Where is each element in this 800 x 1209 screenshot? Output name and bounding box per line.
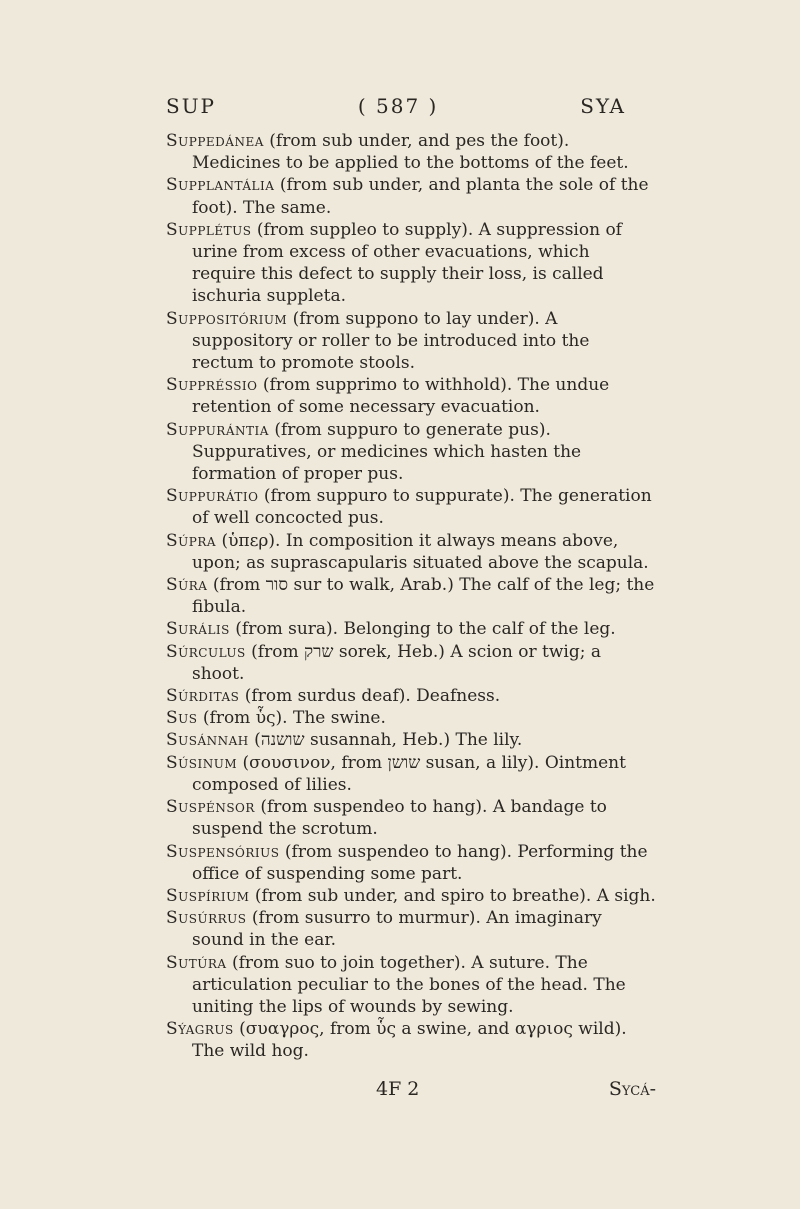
entry-definition: (from sub under, and pes the foot). Medicines to be applied to the bottoms of the feet.	[192, 131, 629, 174]
entry-headword: Súpra	[166, 530, 217, 551]
glossary-entry	[166, 796, 656, 840]
entry-definition: (from suo to join together). A suture. The articulation peculiar to the bones of the head. The uniting the lips of wounds by sewing.	[192, 952, 626, 1017]
entry-headword: Susúrrus	[166, 908, 247, 929]
entry-headword: Suppedánea	[166, 131, 264, 151]
entry-definition: (from suspendeo to hang). A bandage to suspend the scrotum.	[192, 797, 607, 840]
catchword: Sycá-	[608, 1078, 656, 1100]
entry-definition: (from שרק sorek, Heb.) A scion or twig; a shoot.	[192, 641, 602, 684]
entry-definition: (from suppleo to supply). A suppression of urine from excess of other evacuations, which require this defect to supply their loss, is called ischuria suppleta.	[192, 219, 622, 307]
glossary-entry	[166, 618, 656, 640]
glossary-entry	[166, 907, 656, 951]
glossary-entry	[166, 530, 656, 574]
entry-headword: Surális	[166, 619, 230, 640]
entry-headword: Suspénsor	[166, 797, 255, 818]
glossary-entry	[166, 641, 656, 685]
entry-definition: (from surdus deaf). Deafness.	[239, 686, 501, 707]
entry-definition: (συαγρος, from ὗς a swine, and αγριος wild). The wild hog.	[192, 1019, 627, 1062]
glossary-entry	[166, 219, 656, 308]
entry-definition: (from suppuro to generate pus). Suppuratives, or medicines which hasten the formation of proper pus.	[192, 419, 582, 485]
entry-definition: (from sub under, and planta the sole of the foot). The same.	[192, 175, 649, 218]
entry-headword: Súsinum	[166, 752, 238, 773]
entry-headword: Suppurántia	[166, 419, 269, 440]
entry-definition: (from susurro to murmur). An imaginary sound in the ear.	[192, 908, 602, 951]
entry-headword: Supplantália	[166, 175, 275, 196]
entry-headword: Supplétus	[166, 219, 252, 240]
glossary-entry	[166, 1018, 656, 1062]
entry-definition: (from supprimo to withhold). The undue retention of some necessary evacuation.	[192, 375, 610, 418]
glossary-entries	[166, 130, 656, 1063]
entry-headword: Susánnah	[166, 730, 249, 751]
entry-headword: Suspensórius	[166, 841, 280, 862]
glossary-entry	[166, 729, 656, 751]
entry-definition: (from sura). Belonging to the calf of the leg.	[229, 619, 616, 640]
entry-definition: (σουσινον, from שושן susan, a lily). Ointment composed of lilies.	[192, 752, 626, 795]
entry-definition: (from suppuro to suppurate). The generation of well concocted pus.	[192, 486, 652, 529]
entry-definition: (from sub under, and spiro to breathe). A sigh.	[249, 885, 656, 906]
glossary-entry	[166, 885, 656, 907]
glossary-entry	[166, 130, 656, 174]
entry-definition: (ὑπερ). In composition it always means above, upon; as suprascapularis situated above the scapula.	[192, 530, 649, 573]
running-header	[166, 94, 626, 118]
signature-mark: 4F 2	[376, 1078, 420, 1100]
entry-headword: Suppurátio	[166, 486, 259, 507]
entry-definition: (from suspendeo to hang). Performing the office of suspending some part.	[192, 841, 648, 884]
entry-definition: (שושנה susannah, Heb.) The lily.	[248, 730, 523, 751]
header-page-number: ( 587 )	[357, 94, 439, 118]
entry-headword: Sýagrus	[166, 1019, 234, 1040]
entry-definition: (from סור sur to walk, Arab.) The calf of the leg; the fibula.	[192, 575, 655, 618]
entry-headword: Suspírium	[166, 885, 250, 906]
entry-definition: (from suppono to lay under). A suppository or roller to be introduced into the rectum to promote stools.	[192, 308, 590, 374]
entry-headword: Súra	[166, 575, 208, 596]
glossary-entry	[166, 485, 656, 529]
entry-definition: (from ὗς). The swine.	[197, 708, 386, 729]
entry-headword: Suppositórium	[166, 308, 288, 329]
glossary-entry	[166, 374, 656, 418]
glossary-entry	[166, 174, 656, 218]
glossary-entry	[166, 419, 656, 486]
glossary-entry	[166, 574, 656, 618]
entry-headword: Sutúra	[166, 952, 227, 973]
glossary-entry	[166, 952, 656, 1019]
glossary-entry	[166, 685, 656, 707]
glossary-entry	[166, 841, 656, 885]
entry-headword: Suppréssio	[166, 375, 258, 396]
glossary-entry	[166, 308, 656, 375]
entry-headword: Sus	[166, 708, 198, 729]
header-right: SYA	[580, 94, 626, 118]
glossary-entry	[166, 707, 656, 729]
entry-headword: Súrculus	[166, 641, 246, 662]
header-left: SUP	[166, 94, 217, 118]
entry-headword: Súrditas	[166, 686, 240, 707]
glossary-entry	[166, 752, 656, 796]
